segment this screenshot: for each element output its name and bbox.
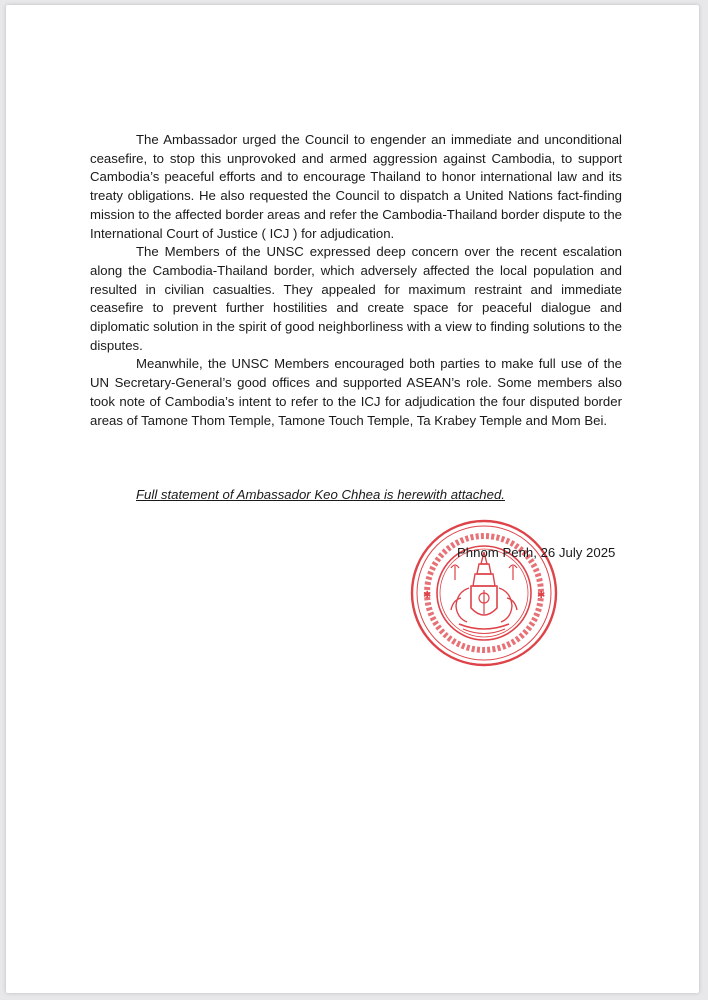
attachment-note: Full statement of Ambassador Keo Chhea is herewith attached. bbox=[136, 487, 505, 502]
paragraph-2: The Members of the UNSC expressed deep concern over the recent escalation along the Cambodia-Thailand border, which adversely affected the local population and resulted in civilian casualties. They appealed for maximum restraint and immediate ceasefire to prevent further hostilities and create space for peaceful dialogue and diplomatic solution in the spirit of good neighborliness with a view to finding solutions to the disputes. bbox=[90, 244, 622, 353]
svg-text:✱: ✱ bbox=[423, 590, 432, 601]
official-seal-icon bbox=[409, 518, 559, 668]
document-page bbox=[6, 5, 699, 993]
place-and-date: Phnom Penh, 26 July 2025 bbox=[457, 545, 616, 560]
paragraph-1: The Ambassador urged the Council to engender an immediate and unconditional ceasefire, to stop this unprovoked and armed aggression against Cambodia, to support Cambodia’s peaceful efforts and to encourage Thailand to honor international law and its treaty obligations. He also requested the Council to dispatch a United Nations fact-finding mission to the affected border areas and refer the Cambodia-Thailand border dispute to the International Court of Justice ( ICJ ) for adjudication. bbox=[90, 132, 622, 241]
document-body bbox=[90, 131, 622, 430]
svg-text:✱: ✱ bbox=[537, 590, 546, 601]
paragraph-3: Meanwhile, the UNSC Members encouraged both parties to make full use of the UN Secretary-General’s good offices and supported ASEAN’s role. Some members also took note of Cambodia’s intent to refer to the ICJ for adjudication the four disputed border areas of Tamone Thom Temple, Tamone Touch Temple, Ta Krabey Temple and Mom Bei. bbox=[90, 356, 622, 428]
